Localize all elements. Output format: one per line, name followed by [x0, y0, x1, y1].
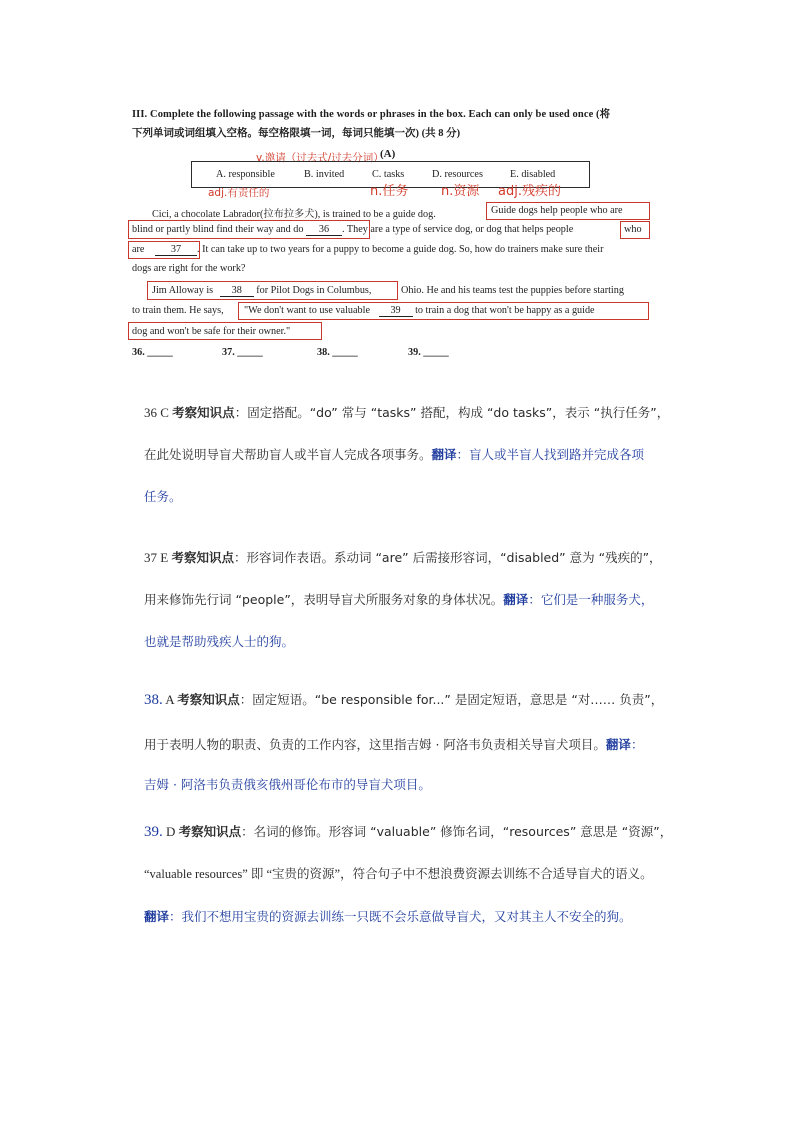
- option-c: C. tasks: [372, 169, 405, 180]
- note-invited: v.邀请（过去式/过去分词）: [256, 152, 384, 164]
- blank-37: 37: [155, 244, 197, 256]
- passage-line-7: dog and won't be safe for their owner.": [132, 326, 291, 337]
- explanation-37-line-3: 也就是帮助残疾人士的狗。: [144, 634, 295, 649]
- highlight-blind-do: [128, 220, 370, 239]
- passage-line-1b: Guide dogs help people who are: [491, 205, 623, 216]
- passage-line-2: blind or partly blind find their way and do 36 . They are a type of service dog, or dog that helps people: [132, 224, 574, 235]
- answer-line-37: 37. _____: [222, 347, 263, 358]
- highlight-jim-alloway: [147, 281, 398, 300]
- note-tasks: n.任务: [370, 184, 409, 199]
- explanation-39-line-2: “valuable resources” 即 “宝贵的资源”，符合句子中不想浪费资源去训练不合适导盲犬的语义。: [144, 867, 653, 881]
- passage-line-6a: to train them. He says,: [132, 305, 224, 316]
- highlight-who: [620, 221, 650, 239]
- highlight-quote-end: [128, 322, 322, 340]
- option-a: A. responsible: [216, 169, 275, 180]
- option-d: D. resources: [432, 169, 483, 180]
- explanation-39-line-3: 翻译：我们不想用宝贵的资源去训练一只既不会乐意做导盲犬，又对其主人不安全的狗。: [144, 909, 632, 924]
- answer-line-38: 38. _____: [317, 347, 358, 358]
- explanation-37-line-1: 37 E 考察知识点：形容词作表语。系动词 “are” 后需接形容词，“disabled” 意为 “残疾的”，: [144, 550, 662, 565]
- explanation-38-line-3: 吉姆 · 阿洛韦负责俄亥俄州哥伦布市的导盲犬项目。: [144, 777, 431, 792]
- explanation-36-line-2: 在此处说明导盲犬帮助盲人或半盲人完成各项事务。翻译：盲人或半盲人找到路并完成各项: [144, 447, 645, 462]
- highlight-quote: [238, 302, 649, 320]
- box-label: (A): [380, 148, 396, 160]
- passage-line-1a: Cici, a chocolate Labrador(拉布拉多犬), is trained to be a guide dog.: [152, 209, 436, 220]
- passage-line-4: dogs are right for the work?: [132, 263, 246, 274]
- explanation-38-line-2: 用于表明人物的职责、负责的工作内容，这里指吉姆 · 阿洛韦负责相关导盲犬项目。翻译：: [144, 737, 644, 752]
- highlight-are: [128, 241, 200, 259]
- explanation-37-line-2: 用来修饰先行词 “people”，表明导盲犬所服务对象的身体状况。翻译：它们是一种服务犬，: [144, 592, 654, 607]
- passage-line-5: Jim Alloway is 38 for Pilot Dogs in Columbus,: [152, 285, 372, 296]
- passage-line-3: are 37 . It can take up to two years for a puppy to become a guide dog. So, how do trainers make sure their: [132, 244, 604, 255]
- answer-line-39: 39. _____: [408, 347, 449, 358]
- note-disabled: adj.残疾的: [498, 184, 561, 199]
- passage-line-2c: who: [624, 224, 642, 235]
- answer-line-36: 36. _____: [132, 347, 173, 358]
- blank-39: 39: [379, 305, 413, 317]
- explanation-36-line-1: 36 C 考察知识点：固定搭配。“do” 常与 “tasks” 搭配，构成 “do tasks”，表示 “执行任务”，: [144, 405, 670, 420]
- blank-36: 36: [306, 224, 342, 236]
- highlight-guide-dogs: [486, 202, 650, 220]
- note-resources: n.资源: [441, 184, 480, 199]
- note-responsible: adj.有责任的: [208, 187, 270, 199]
- question-heading-en: III. Complete the following passage with the words or phrases in the box. Each can only be used once (将: [132, 109, 611, 120]
- passage-line-5c: Ohio. He and his teams test the puppies before starting: [401, 285, 624, 296]
- blank-38: 38: [220, 285, 254, 297]
- explanation-39-line-1: 39. D 考察知识点：名词的修饰。形容词 “valuable” 修饰名词，“resources” 意思是 “资源”，: [144, 824, 673, 840]
- question-heading-cn: 下列单词或词组填入空格。每空格限填一词，每词只能填一次) (共 8 分): [132, 128, 461, 139]
- option-b: B. invited: [304, 169, 345, 180]
- explanation-36-line-3: 任务。: [144, 489, 182, 504]
- passage-line-6b: "We don't want to use valuable 39 to train a dog that won't be happy as a guide: [244, 305, 595, 316]
- explanation-38-line-1: 38. A 考察知识点：固定短语。“be responsible for...” 是固定短语，意思是 “对…… 负责”，: [144, 692, 664, 708]
- option-e: E. disabled: [510, 169, 556, 180]
